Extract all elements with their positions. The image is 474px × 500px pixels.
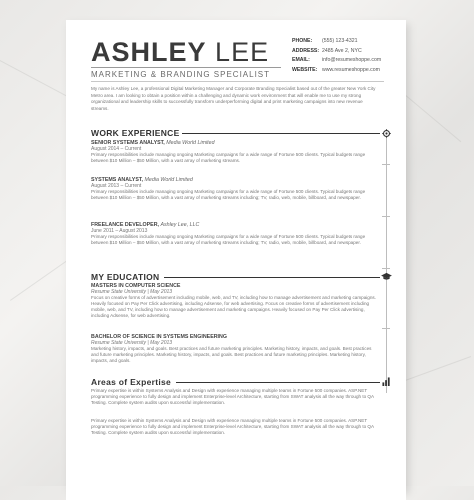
gear-icon (382, 129, 391, 138)
job-title-line: SYSTEMS ANALYST, Media World Limited (91, 177, 193, 183)
last-name: LEE (215, 37, 270, 67)
contact-phone: PHONE: (555) 123-4321 (292, 38, 358, 44)
bar-chart-icon (382, 377, 391, 386)
degree-title: BACHELOR OF SCIENCE IN SYSTEMS ENGINEERING (91, 334, 227, 340)
education-dates: Resume State University | May 2013 (91, 289, 173, 295)
job-description: Primary responsibilities include managing ongoing Marketing campaigns for a wide range of Fortune 500 clients. Typical budgets range between $10 Million – $50 Million, with a vast array of marketing streams including; TV, radio, web, mobile, billboard, and newspaper. (91, 234, 366, 246)
timeline-tick (382, 216, 390, 217)
degree-title: MASTERS IN COMPUTER SCIENCE (91, 283, 181, 289)
education-dates: Resume State University | May 2013 (91, 340, 173, 346)
resume-page (66, 20, 406, 500)
job-title-line: SENIOR SYSTEMS ANALYST, Media World Limited (91, 140, 215, 146)
job-entry (91, 222, 376, 246)
first-name: ASHLEY (91, 37, 207, 67)
job-description: Primary responsibilities include managing ongoing Marketing campaigns for a wide range of Fortune 500 clients. Typical budgets range between $10 Million – $50 Million, with a vast array of marketing streams. (91, 152, 366, 164)
expertise-description: Primary expertise is within Systems Analysis and Design with experience managing multiple teams in Fortune 500 companies. ASP.NET programming experience to fully design and implement Enterprise-level Architecture, starting from SWAT analysis all the way through to QA Testing. Complete system audits upon successful implementation. (91, 418, 374, 436)
education-description: Focus on creative forms of advertisement including mobile, web, and TV, including how to manage advertisement and marketing campaigns. Heavily focused on Pay Per Click advertising, including Adsense, for web advertising. Focus on creative forms of advertisement including mobile, web, and TV, including how to manage advertisement and marketing campaigns. Heavily focused on Pay Per Click advertising, including Adsense, for web advertising. (91, 295, 376, 319)
job-dates: August 2013 – Current (91, 183, 142, 189)
work-experience-heading: WORK EXPERIENCE (91, 128, 180, 138)
marble-vein (405, 356, 471, 381)
expertise-description: Primary expertise is within Systems Analysis and Design with experience managing multiple teams in Fortune 500 companies. ASP.NET programming experience to fully design and implement Enterprise-level Architecture, starting from SWAT analysis all the way through to QA Testing. Complete system audits upon successful implementation. (91, 388, 374, 406)
contact-website: WEBSITE: www.resumeshoppe.com (292, 66, 380, 73)
timeline-tick (382, 268, 390, 269)
expertise-item (91, 418, 376, 436)
contact-address: ADDRESS: 2485 Ave 2, NYC (292, 47, 362, 54)
work-heading-rule (182, 133, 380, 134)
contact-block (292, 37, 381, 75)
job-entry (91, 177, 376, 201)
timeline-tick (382, 328, 390, 329)
summary-text: My name is Ashley Lee, a professional Digital Marketing Manager and Corporate Branding Specialist based out of the greater New York City Metro area. I am looking to obtain a position within a challenging and dynamic work environment that will enable me to use my strong organizational and leadership skills to successfully transform underperforming digital and print marketing campaigns into new revenue streams. (91, 86, 376, 111)
graduation-cap-icon (381, 272, 392, 281)
name-underline (91, 67, 281, 68)
expertise-heading-rule (176, 382, 380, 383)
job-dates: June 2011 – August 2013 (91, 228, 148, 234)
education-heading-rule (164, 277, 380, 278)
timeline-line (386, 138, 387, 393)
education-heading: MY EDUCATION (91, 272, 160, 282)
education-entry (91, 283, 376, 319)
resume-name (91, 37, 269, 68)
timeline-tick (382, 164, 390, 165)
expertise-item (91, 388, 376, 406)
job-title: MARKETING & BRANDING SPECIALIST (91, 70, 271, 79)
contact-email: EMAIL: info@resumeshoppe.com (292, 57, 382, 63)
job-entry (91, 140, 376, 164)
job-description: Primary responsibilities include managing ongoing Marketing campaigns for a wide range of Fortune 500 clients. Typical budgets range between $10 Million – $50 Million, with a vast array of marketing streams including; TV, radio, web, mobile, billboard, and newspaper. (91, 189, 366, 201)
education-description: Marketing history, impacts, and goals. Best practices and future marketing principles. Marketing history, impacts, and goals. Best practices and future marketing principles. Marketing history, impacts, and goals. Best practices and future marketing principles. Marketing history, impacts, and goals. (91, 346, 372, 364)
header-divider (91, 81, 384, 82)
education-entry (91, 334, 376, 364)
job-dates: August 2014 – Current (91, 146, 142, 152)
expertise-heading: Areas of Expertise (91, 377, 172, 387)
job-title-line: FREELANCE DEVELOPER, Ashley Lee, LLC (91, 222, 200, 228)
